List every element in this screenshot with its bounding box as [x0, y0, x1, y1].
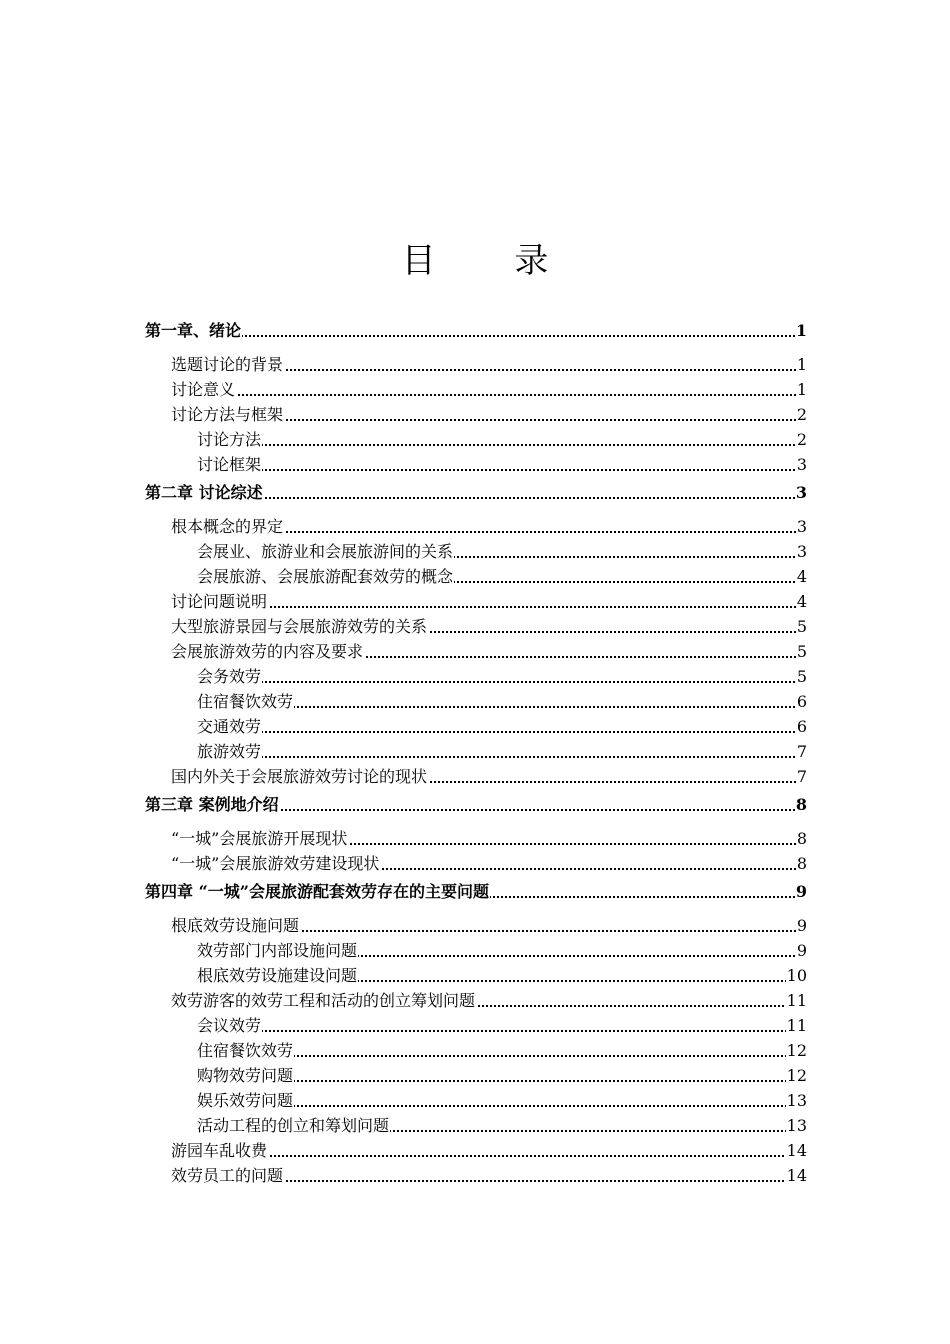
toc-entry-title: 大型旅游景园与会展旅游效劳的关系: [171, 617, 428, 636]
toc-entry-title: 讨论问题说明: [171, 592, 268, 611]
toc-entry-title: 第一章、绪论: [145, 321, 242, 340]
toc-entry[interactable]: [145, 480, 807, 505]
dot-leader: [197, 681, 807, 683]
toc-entry-title: 国内外关于会展旅游效劳讨论的现状: [171, 767, 428, 786]
toc-entry[interactable]: [197, 689, 807, 714]
toc-entry-title: 根底效劳设施问题: [171, 916, 300, 935]
toc-page-number: 10: [786, 963, 807, 988]
toc-entry-title: 住宿餐饮效劳: [197, 1041, 294, 1060]
toc-entry[interactable]: [171, 514, 807, 539]
toc-entry-title: 根本概念的界定: [171, 517, 284, 536]
toc-page-number: 3: [796, 452, 807, 477]
toc-entry[interactable]: [197, 564, 807, 589]
toc-entry-title: 第二章 讨论综述: [145, 483, 263, 502]
toc-entry[interactable]: [197, 714, 807, 739]
toc-entry-title: 讨论框架: [197, 455, 262, 474]
table-of-contents: [145, 318, 807, 1188]
toc-entry-title: “一城”会展旅游效劳建设现状: [171, 854, 380, 873]
toc-entry[interactable]: [171, 1163, 807, 1188]
toc-page-number: 14: [786, 1138, 807, 1163]
toc-entry[interactable]: [171, 913, 807, 938]
toc-page-number: 3: [796, 539, 807, 564]
toc-entry[interactable]: [197, 1063, 807, 1088]
toc-entry[interactable]: [197, 963, 807, 988]
toc-entry-title: 会展旅游效劳的内容及要求: [171, 642, 364, 661]
toc-page-number: 7: [796, 764, 807, 789]
toc-page-number: 6: [796, 689, 807, 714]
toc-entry-title: 会务效劳: [197, 667, 262, 686]
toc-entry[interactable]: [197, 938, 807, 963]
dot-leader: [145, 335, 807, 337]
toc-entry-title: 购物效劳问题: [197, 1066, 294, 1085]
toc-entry[interactable]: [197, 1038, 807, 1063]
toc-page-number: 9: [796, 913, 807, 938]
toc-page-number: 8: [796, 826, 807, 851]
dot-leader: [171, 394, 807, 396]
toc-page-number: 8: [796, 851, 807, 876]
toc-page-number: 7: [796, 739, 807, 764]
toc-page-number: 13: [786, 1113, 807, 1138]
toc-entry-title: 娱乐效劳问题: [197, 1091, 294, 1110]
toc-entry-title: 第四章 “一城”会展旅游配套效劳存在的主要问题: [145, 882, 489, 901]
toc-entry-title: 讨论方法与框架: [171, 405, 284, 424]
toc-entry[interactable]: [145, 792, 807, 817]
toc-entry-title: 游园车乱收费: [171, 1141, 268, 1160]
toc-entry[interactable]: [171, 377, 807, 402]
toc-page-number: 13: [786, 1088, 807, 1113]
toc-page-number: 5: [796, 639, 807, 664]
toc-entry[interactable]: [171, 589, 807, 614]
toc-entry[interactable]: [171, 1138, 807, 1163]
toc-entry-title: 会展旅游、会展旅游配套效劳的概念: [197, 567, 454, 586]
toc-page-number: 11: [786, 1013, 807, 1038]
toc-entry-title: 根底效劳设施建设问题: [197, 966, 358, 985]
toc-entry[interactable]: [197, 1013, 807, 1038]
dot-leader: [197, 1030, 807, 1032]
dot-leader: [197, 756, 807, 758]
toc-page-number: 4: [796, 589, 807, 614]
toc-page-number: 8: [795, 792, 807, 817]
toc-entry[interactable]: [171, 764, 807, 789]
toc-entry-title: “一城”会展旅游开展现状: [171, 829, 348, 848]
toc-page-number: 6: [796, 714, 807, 739]
toc-page-number: 12: [786, 1038, 807, 1063]
toc-page-number: 2: [796, 402, 807, 427]
toc-page-number: 4: [796, 564, 807, 589]
toc-page-number: 12: [786, 1063, 807, 1088]
toc-entry[interactable]: [197, 1088, 807, 1113]
toc-entry[interactable]: [197, 739, 807, 764]
toc-entry[interactable]: [145, 879, 807, 904]
toc-page-number: 2: [796, 427, 807, 452]
toc-entry-title: 活动工程的创立和筹划问题: [197, 1116, 390, 1135]
toc-entry-title: 住宿餐饮效劳: [197, 692, 294, 711]
toc-entry[interactable]: [171, 614, 807, 639]
toc-entry-title: 选题讨论的背景: [171, 355, 284, 374]
toc-page-number: 14: [786, 1163, 807, 1188]
toc-page-number: 5: [796, 664, 807, 689]
toc-entry[interactable]: [171, 352, 807, 377]
toc-page-number: 9: [795, 879, 807, 904]
toc-entry[interactable]: [145, 318, 807, 343]
toc-page-number: 3: [795, 480, 807, 505]
toc-page-number: 5: [796, 614, 807, 639]
toc-entry[interactable]: [197, 539, 807, 564]
toc-page-number: 1: [796, 377, 807, 402]
toc-entry[interactable]: [171, 851, 807, 876]
toc-entry-title: 会议效劳: [197, 1016, 262, 1035]
toc-page-number: 11: [786, 988, 807, 1013]
toc-page-number: 1: [796, 352, 807, 377]
toc-entry-title: 讨论方法: [197, 430, 262, 449]
toc-entry[interactable]: [197, 427, 807, 452]
dot-leader: [197, 444, 807, 446]
toc-entry[interactable]: [171, 826, 807, 851]
toc-entry-title: 交通效劳: [197, 717, 262, 736]
toc-page-number: 9: [796, 938, 807, 963]
toc-entry-title: 效劳游客的效劳工程和活动的创立筹划问题: [171, 991, 476, 1010]
toc-entry[interactable]: [197, 664, 807, 689]
dot-leader: [197, 731, 807, 733]
toc-page-number: 1: [795, 318, 807, 343]
page-title: 目 录: [401, 241, 583, 281]
toc-entry-title: 第三章 案例地介绍: [145, 795, 279, 814]
toc-entry[interactable]: [171, 402, 807, 427]
dot-leader: [197, 469, 807, 471]
toc-entry-title: 讨论意义: [171, 380, 236, 399]
toc-entry-title: 旅游效劳: [197, 742, 262, 761]
toc-entry[interactable]: [171, 988, 807, 1013]
toc-entry-title: 效劳部门内部设施问题: [197, 941, 358, 960]
toc-page-number: 3: [796, 514, 807, 539]
toc-entry[interactable]: [197, 452, 807, 477]
toc-entry[interactable]: [171, 639, 807, 664]
toc-entry-title: 会展业、旅游业和会展旅游间的关系: [197, 542, 454, 561]
toc-entry-title: 效劳员工的问题: [171, 1166, 284, 1185]
toc-entry[interactable]: [197, 1113, 807, 1138]
